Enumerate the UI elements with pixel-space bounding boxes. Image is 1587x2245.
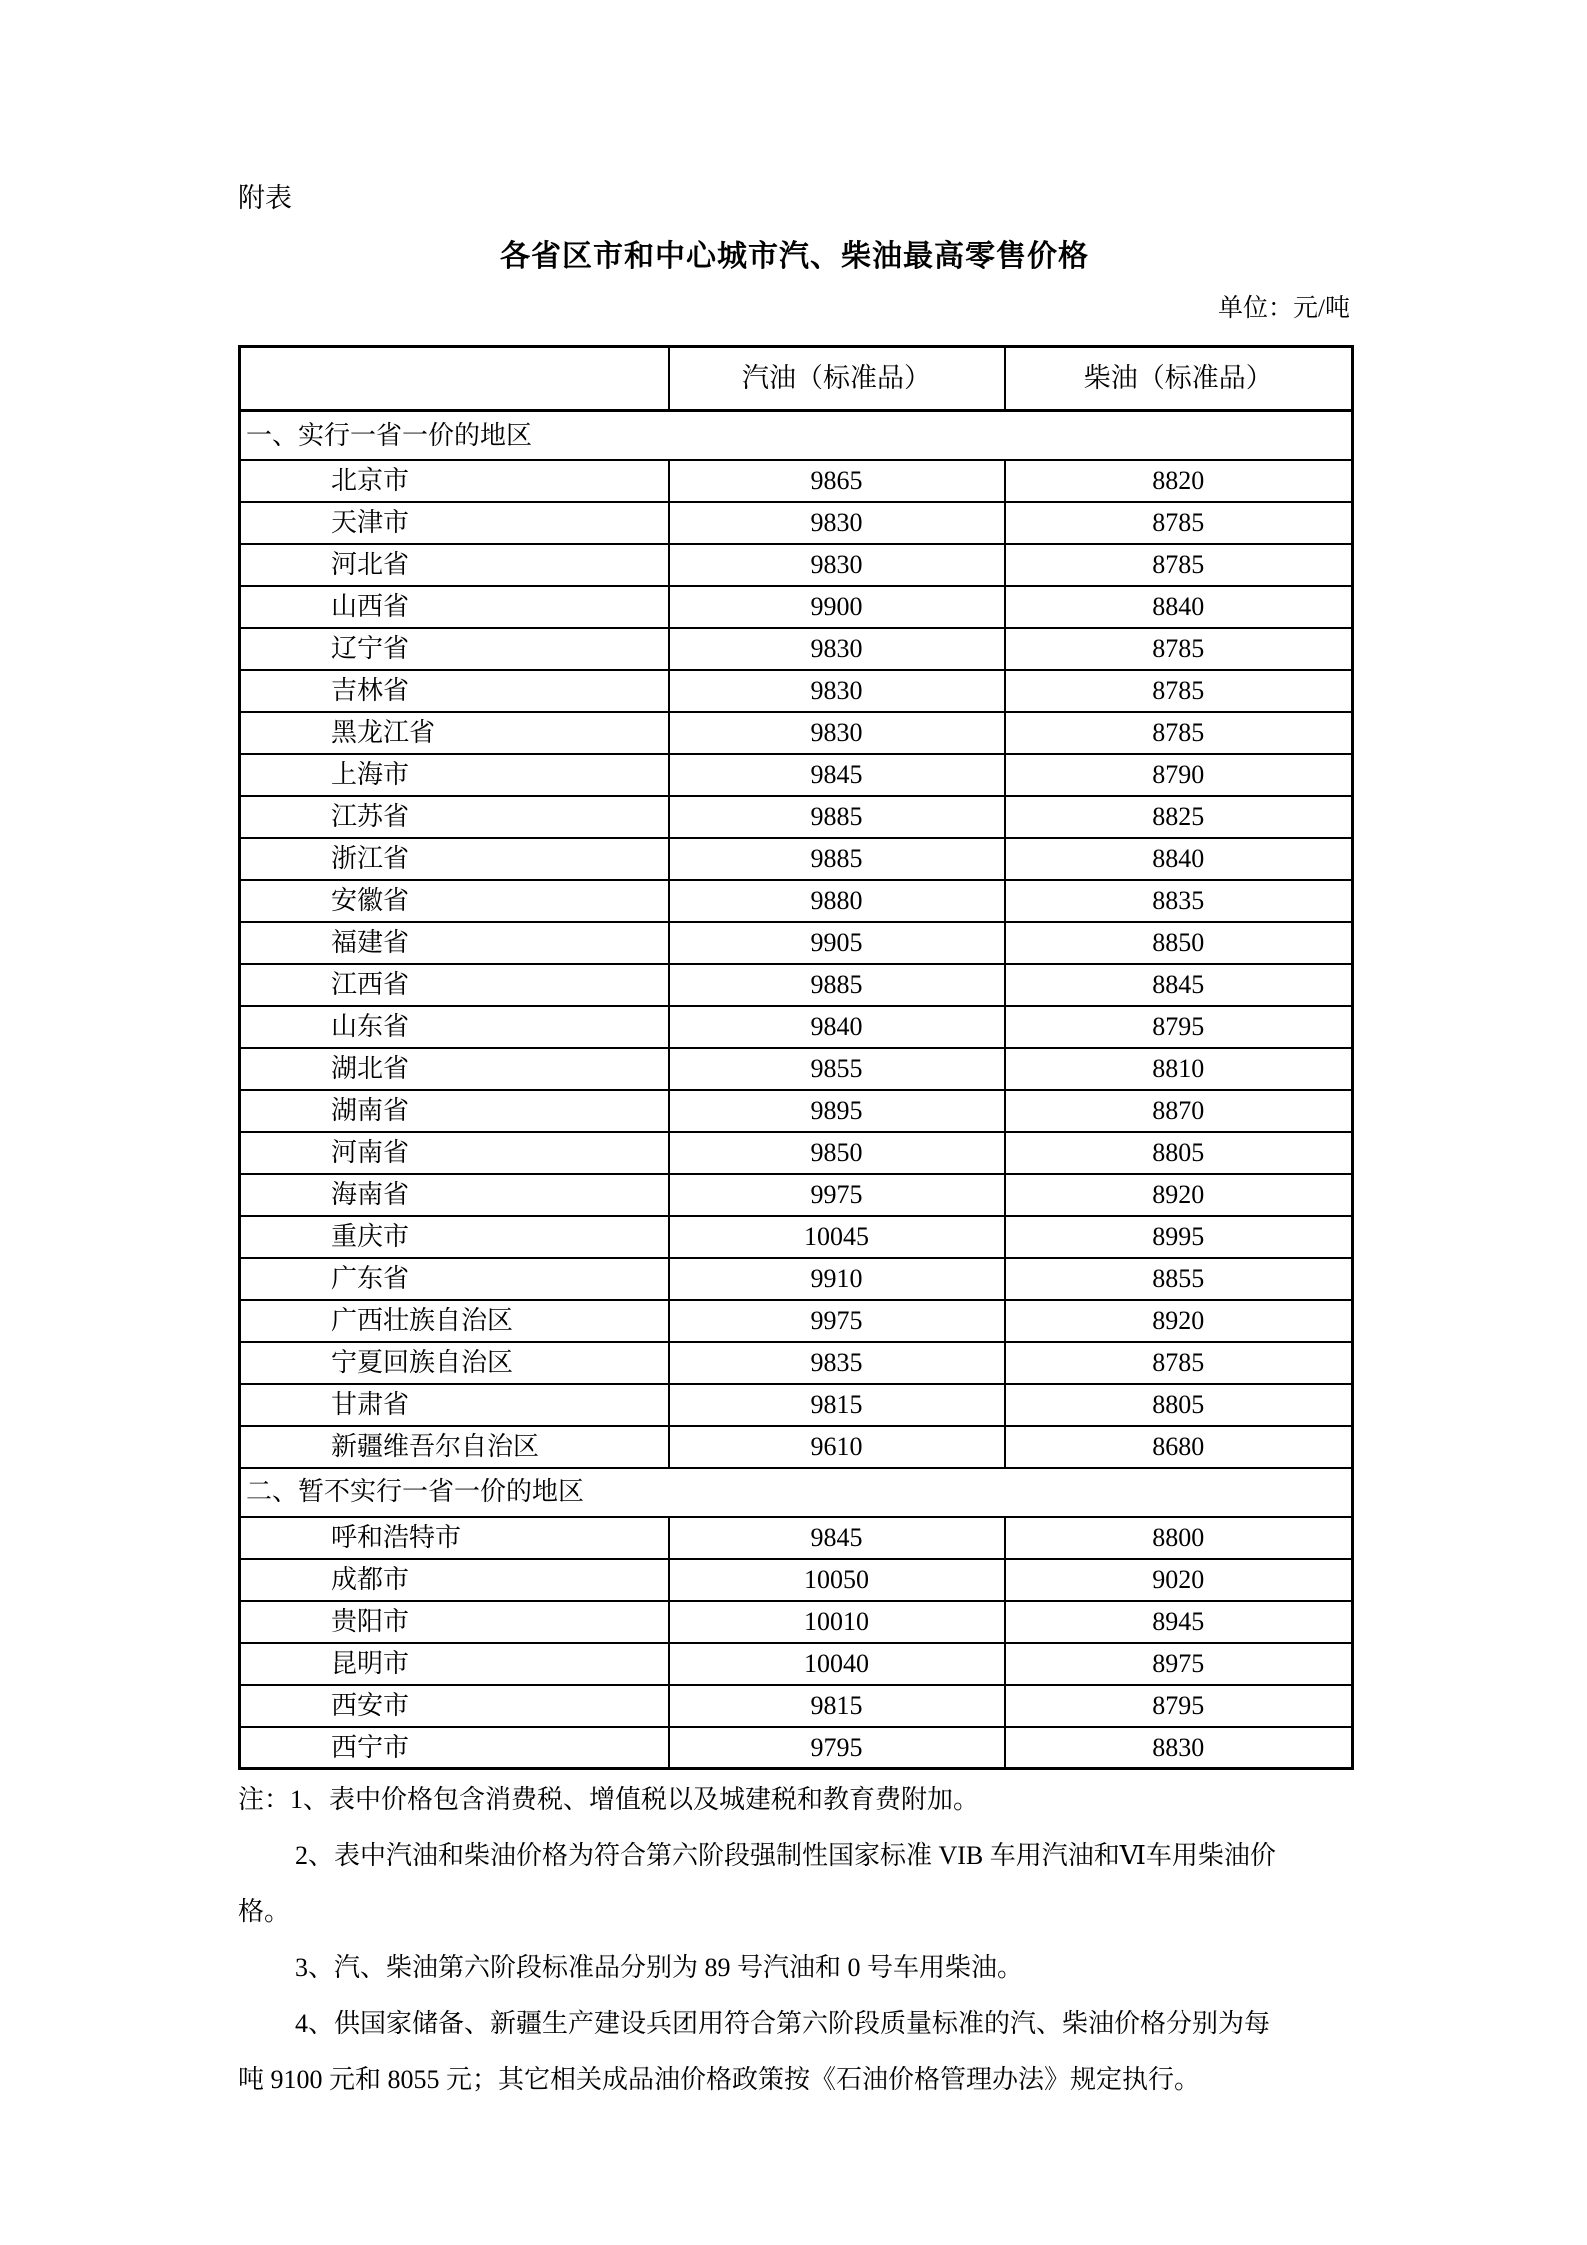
- diesel-price-cell: 8855: [1005, 1258, 1353, 1300]
- region-cell: 宁夏回族自治区: [240, 1342, 669, 1384]
- table-row: [240, 1601, 1353, 1643]
- gasoline-price-cell: 9835: [669, 1342, 1005, 1384]
- gasoline-price-cell: 9795: [669, 1727, 1005, 1769]
- table-row: [240, 502, 1353, 544]
- price-table: [238, 345, 1354, 1770]
- gasoline-price-cell: 9845: [669, 1517, 1005, 1559]
- region-cell: 山东省: [240, 1006, 669, 1048]
- diesel-header-cell: 柴油（标准品）: [1005, 347, 1353, 411]
- gasoline-price-cell: 9830: [669, 628, 1005, 670]
- table-row: [240, 1258, 1353, 1300]
- diesel-price-cell: 8785: [1005, 502, 1353, 544]
- region-cell: 湖南省: [240, 1090, 669, 1132]
- gasoline-price-cell: 10040: [669, 1643, 1005, 1685]
- gasoline-price-cell: 9885: [669, 796, 1005, 838]
- diesel-price-cell: 8825: [1005, 796, 1353, 838]
- diesel-price-cell: 8785: [1005, 712, 1353, 754]
- diesel-price-cell: 8995: [1005, 1216, 1353, 1258]
- table-row: [240, 1426, 1353, 1468]
- region-cell: 江西省: [240, 964, 669, 1006]
- gasoline-price-cell: 9830: [669, 502, 1005, 544]
- table-row: [240, 1559, 1353, 1601]
- table-row: [240, 964, 1353, 1006]
- diesel-price-cell: 8785: [1005, 628, 1353, 670]
- gasoline-price-cell: 9885: [669, 838, 1005, 880]
- table-row: [240, 1342, 1353, 1384]
- diesel-price-cell: 8795: [1005, 1006, 1353, 1048]
- gasoline-price-cell: 9830: [669, 712, 1005, 754]
- diesel-price-cell: 8835: [1005, 880, 1353, 922]
- region-cell: 呼和浩特市: [240, 1517, 669, 1559]
- diesel-price-cell: 8785: [1005, 1342, 1353, 1384]
- region-cell: 河南省: [240, 1132, 669, 1174]
- gasoline-price-cell: 9975: [669, 1174, 1005, 1216]
- region-cell: 成都市: [240, 1559, 669, 1601]
- note-line: 3、汽、柴油第六阶段标准品分别为 89 号汽油和 0 号车用柴油。: [295, 1953, 1024, 1982]
- notes: [238, 1772, 1468, 2108]
- diesel-price-cell: 8680: [1005, 1426, 1353, 1468]
- gasoline-price-cell: 9905: [669, 922, 1005, 964]
- region-cell: 浙江省: [240, 838, 669, 880]
- region-cell: 西安市: [240, 1685, 669, 1727]
- diesel-price-cell: 8920: [1005, 1174, 1353, 1216]
- table-row: [240, 1517, 1353, 1559]
- diesel-price-cell: 8785: [1005, 544, 1353, 586]
- diesel-price-cell: 8870: [1005, 1090, 1353, 1132]
- gasoline-price-cell: 9975: [669, 1300, 1005, 1342]
- gasoline-price-cell: 9840: [669, 1006, 1005, 1048]
- region-cell: 广西壮族自治区: [240, 1300, 669, 1342]
- attachment-label: 附表: [238, 183, 292, 213]
- gasoline-price-cell: 9850: [669, 1132, 1005, 1174]
- table-body: [240, 411, 1353, 1769]
- table-row: [240, 1727, 1353, 1769]
- gasoline-price-cell: 9885: [669, 964, 1005, 1006]
- table-row: [240, 1006, 1353, 1048]
- diesel-price-cell: 8845: [1005, 964, 1353, 1006]
- region-cell: 安徽省: [240, 880, 669, 922]
- note-line: 吨 9100 元和 8055 元；其它相关成品油价格政策按《石油价格管理办法》规定执行。: [238, 2065, 1201, 2094]
- gasoline-header-cell: 汽油（标准品）: [669, 347, 1005, 411]
- region-cell: 贵阳市: [240, 1601, 669, 1643]
- table-row: [240, 628, 1353, 670]
- region-cell: 新疆维吾尔自治区: [240, 1426, 669, 1468]
- region-cell: 天津市: [240, 502, 669, 544]
- table-row: [240, 1090, 1353, 1132]
- page-title: 各省区市和中心城市汽、柴油最高零售价格: [500, 240, 1089, 273]
- table-row: [240, 544, 1353, 586]
- region-cell: 江苏省: [240, 796, 669, 838]
- diesel-price-cell: 8840: [1005, 586, 1353, 628]
- gasoline-price-cell: 9815: [669, 1685, 1005, 1727]
- gasoline-price-cell: 10010: [669, 1601, 1005, 1643]
- gasoline-price-cell: 9845: [669, 754, 1005, 796]
- note-line: 2、表中汽油和柴油价格为符合第六阶段强制性国家标准 VIB 车用汽油和Ⅵ车用柴油价: [295, 1841, 1276, 1870]
- gasoline-price-cell: 9830: [669, 544, 1005, 586]
- table-row: [240, 712, 1353, 754]
- gasoline-price-cell: 9610: [669, 1426, 1005, 1468]
- table-row: [240, 838, 1353, 880]
- table-row: [240, 1300, 1353, 1342]
- gasoline-price-cell: 10045: [669, 1216, 1005, 1258]
- table-row: [240, 1216, 1353, 1258]
- section-row: [240, 1468, 1353, 1517]
- table-row: [240, 1643, 1353, 1685]
- table-row: [240, 1685, 1353, 1727]
- region-cell: 黑龙江省: [240, 712, 669, 754]
- region-cell: 西宁市: [240, 1727, 669, 1769]
- diesel-price-cell: 8850: [1005, 922, 1353, 964]
- region-cell: 甘肃省: [240, 1384, 669, 1426]
- diesel-price-cell: 8840: [1005, 838, 1353, 880]
- gasoline-price-cell: 9830: [669, 670, 1005, 712]
- gasoline-price-cell: 10050: [669, 1559, 1005, 1601]
- table-row: [240, 922, 1353, 964]
- region-cell: 昆明市: [240, 1643, 669, 1685]
- table-row: [240, 1384, 1353, 1426]
- diesel-price-cell: 9020: [1005, 1559, 1353, 1601]
- note-line: 注：1、表中价格包含消费税、增值税以及城建税和教育费附加。: [238, 1785, 980, 1814]
- diesel-price-cell: 8805: [1005, 1384, 1353, 1426]
- gasoline-price-cell: 9910: [669, 1258, 1005, 1300]
- gasoline-price-cell: 9855: [669, 1048, 1005, 1090]
- table-row: [240, 586, 1353, 628]
- table-row: [240, 1174, 1353, 1216]
- region-cell: 重庆市: [240, 1216, 669, 1258]
- gasoline-price-cell: 9900: [669, 586, 1005, 628]
- gasoline-price-cell: 9895: [669, 1090, 1005, 1132]
- table-row: [240, 1048, 1353, 1090]
- region-cell: 上海市: [240, 754, 669, 796]
- region-cell: 北京市: [240, 460, 669, 502]
- table-header-row: [240, 347, 1353, 411]
- section-title: 二、暂不实行一省一价的地区: [240, 1468, 1353, 1517]
- table-row: [240, 754, 1353, 796]
- diesel-price-cell: 8795: [1005, 1685, 1353, 1727]
- region-cell: 福建省: [240, 922, 669, 964]
- section-row: [240, 411, 1353, 460]
- diesel-price-cell: 8800: [1005, 1517, 1353, 1559]
- table-row: [240, 460, 1353, 502]
- diesel-price-cell: 8820: [1005, 460, 1353, 502]
- gasoline-price-cell: 9815: [669, 1384, 1005, 1426]
- region-cell: 湖北省: [240, 1048, 669, 1090]
- diesel-price-cell: 8790: [1005, 754, 1353, 796]
- table-row: [240, 1132, 1353, 1174]
- unit-label: 单位：元/吨: [1218, 295, 1350, 322]
- region-cell: 辽宁省: [240, 628, 669, 670]
- section-title: 一、实行一省一价的地区: [240, 411, 1353, 460]
- gasoline-price-cell: 9880: [669, 880, 1005, 922]
- region-cell: 广东省: [240, 1258, 669, 1300]
- diesel-price-cell: 8785: [1005, 670, 1353, 712]
- note-line: 格。: [238, 1897, 291, 1926]
- diesel-price-cell: 8975: [1005, 1643, 1353, 1685]
- table-row: [240, 670, 1353, 712]
- note-line: 4、供国家储备、新疆生产建设兵团用符合第六阶段质量标准的汽、柴油价格分别为每: [295, 2009, 1271, 2038]
- region-cell: 河北省: [240, 544, 669, 586]
- diesel-price-cell: 8945: [1005, 1601, 1353, 1643]
- region-cell: 吉林省: [240, 670, 669, 712]
- table-row: [240, 880, 1353, 922]
- diesel-price-cell: 8830: [1005, 1727, 1353, 1769]
- region-header-cell: [240, 347, 669, 411]
- region-cell: 山西省: [240, 586, 669, 628]
- diesel-price-cell: 8920: [1005, 1300, 1353, 1342]
- gasoline-price-cell: 9865: [669, 460, 1005, 502]
- diesel-price-cell: 8805: [1005, 1132, 1353, 1174]
- table-row: [240, 796, 1353, 838]
- diesel-price-cell: 8810: [1005, 1048, 1353, 1090]
- region-cell: 海南省: [240, 1174, 669, 1216]
